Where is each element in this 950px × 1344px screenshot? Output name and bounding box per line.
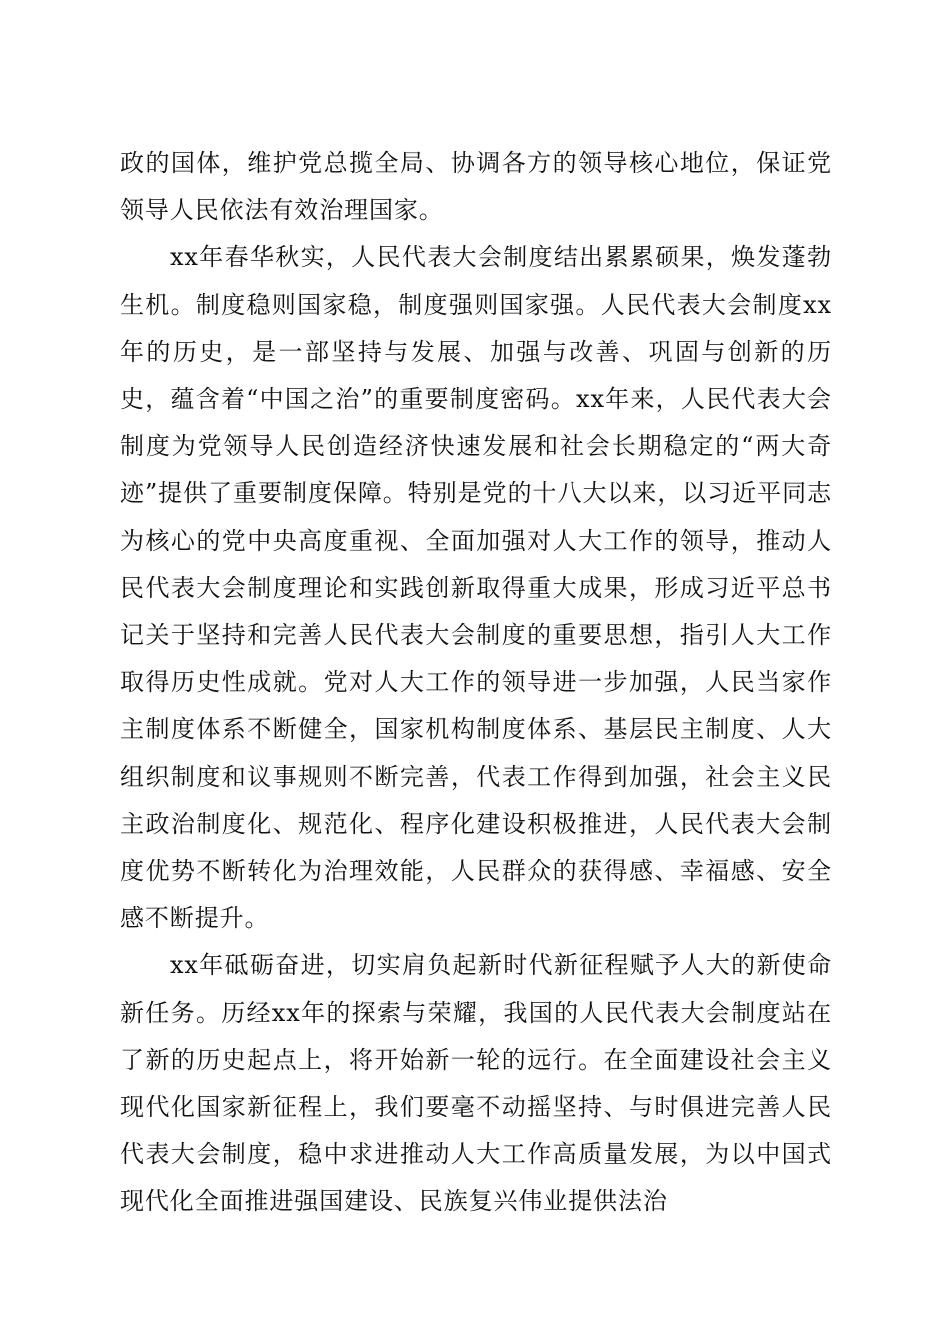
paragraph-2: xx年春华秋实，人民代表大会制度结出累累硕果，焕发蓬勃生机。制度稳则国家稳，制度强则国家强。人民代表大会制度xx年的历史，是一部坚持与发展、加强与改善、巩固与创新的历史，蕴含着“中国之治”的重要制度密码。xx年来，人民代表大会制度为党领导人民创造经济快速发展和社会长期稳定的“两大奇迹”提供了重要制度保障。特别是党的十八大以来，以习近平同志为核心的党中央高度重视、全面加强对人大工作的领导，推动人民代表大会制度理论和实践创新取得重大成果，形成习近平总书记关于坚持和完善人民代表大会制度的重要思想，指引人大工作取得历史性成就。党对人大工作的领导进一步加强，人民当家作主制度体系不断健全，国家机构制度体系、基层民主制度、人大组织制度和议事规则不断完善，代表工作得到加强，社会主义民主政治制度化、规范化、程序化建设积极推进，人民代表大会制度优势不断转化为治理效能，人民群众的获得感、幸福感、安全感不断提升。 bbox=[120, 243, 832, 933]
paragraph-1: 政的国体，维护党总揽全局、协调各方的领导核心地位，保证党领导人民依法有效治理国家。 bbox=[120, 149, 832, 225]
paragraph-3: xx年砥砺奋进，切实肩负起新时代新征程赋予人大的新使命新任务。历经xx年的探索与荣耀，我国的人民代表大会制度站在了新的历史起点上，将开始新一轮的远行。在全面建设社会主义现代化国家新征程上，我们要毫不动摇坚持、与时俱进完善人民代表大会制度，稳中求进推动人大工作高质量发展，为以中国式现代化全面推进强国建设、民族复兴伟业提供法治 bbox=[120, 951, 832, 1216]
body-text bbox=[120, 140, 832, 1226]
